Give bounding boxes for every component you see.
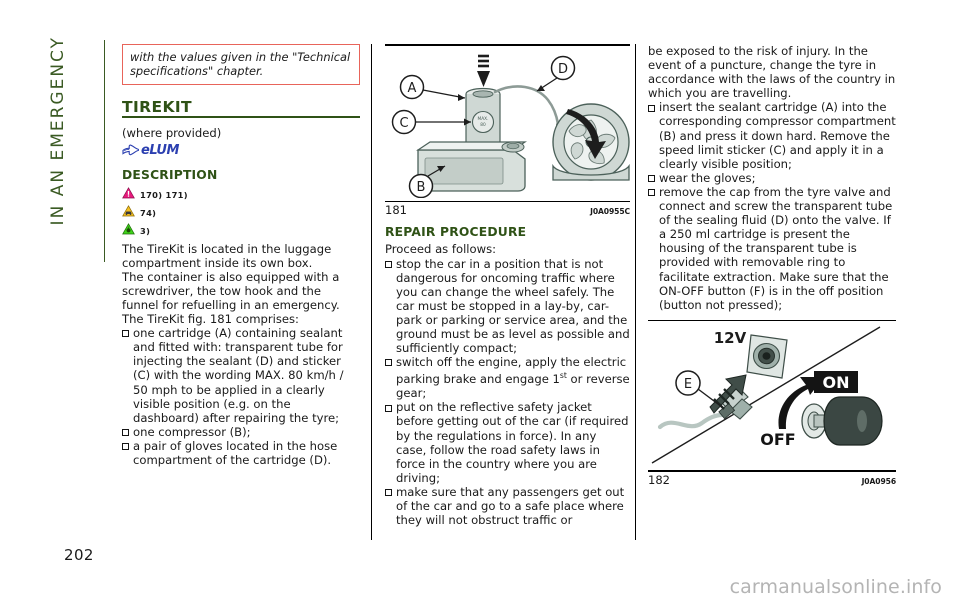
repair-procedure-heading: REPAIR PROCEDURE	[385, 225, 527, 240]
svg-text:B: B	[416, 179, 426, 195]
callout-a	[401, 75, 466, 101]
figure-182-artwork	[648, 321, 896, 470]
on-off-button	[802, 397, 882, 445]
press-arrow	[478, 56, 489, 66]
svg-text:C: C	[399, 115, 409, 131]
right-column	[648, 44, 896, 495]
on-label	[814, 371, 858, 393]
warning-refs: 170) 171)	[140, 189, 188, 200]
callout-c	[393, 110, 472, 133]
warning-triangle-magenta-icon	[122, 187, 135, 202]
list-item: insert the sealant cartridge (A) into the corresponding compressor compartment (B) and press it down hard. Remove the speed limit sticker (C) and apply it in a clearly visible position;	[648, 100, 896, 170]
list-item: one compressor (B);	[122, 425, 360, 439]
list-item: wear the gloves;	[648, 171, 896, 185]
warning-refs: 74)	[140, 207, 157, 218]
figure-181-caption	[385, 202, 630, 219]
warning-reference-row	[122, 223, 360, 238]
technical-spec-note: with the values given in the "Technical specifications" chapter.	[122, 44, 360, 85]
list-item: remove the cap from the tyre valve and connect and screw the transparent tube of the sealing fluid (D) onto the valve. If a 250 ml cartridge is present the housing of the transparent tube is provided with removable ring to facilitate extraction. Make sure that the ON-OFF button (F) is in the off position (button not pressed);	[648, 185, 896, 312]
description-heading: DESCRIPTION	[122, 168, 218, 183]
figure-181	[385, 44, 630, 219]
off-label: OFF	[760, 430, 796, 450]
procedure-intro: Proceed as follows:	[385, 242, 497, 257]
figure-181-artwork	[385, 46, 630, 201]
figure-182-caption	[648, 472, 896, 489]
power-socket	[747, 335, 787, 378]
list-item	[385, 355, 630, 400]
callout-e	[676, 371, 722, 407]
continued-paragraph: be exposed to the risk of injury. In the event of a puncture, change the tyre in accordance with the laws of the country in which you are travelling.	[648, 44, 896, 101]
gear-ordinal: st	[559, 371, 567, 381]
where-provided-note: (where provided)	[122, 126, 222, 141]
socket-voltage-label: 12V	[713, 329, 747, 348]
description-paragraph: The TireKit is located in the luggage compartment inside its own box.	[122, 241, 332, 270]
description-paragraph: The container is also equipped with a screwdriver, the tow hook and the funnel for refuelling in an emergency.	[122, 269, 340, 312]
description-paragraph: The TireKit fig. 181 comprises:	[122, 312, 299, 327]
left-column	[122, 44, 360, 467]
warning-reference-row	[122, 205, 360, 220]
figure-code: J0A0956	[861, 477, 896, 487]
side-tab-label: IN AN EMERGENCY	[48, 36, 68, 226]
page-number: 202	[64, 546, 94, 564]
list-item: stop the car in a position that is not dangerous for oncoming traffic where you can change the wheel safely. The car must be stopped in a lay-by, car-park or parking or service area, and the ground must be as level as possible and sufficiently compact;	[385, 257, 630, 356]
elum-label: eLUM	[141, 143, 179, 159]
svg-text:MAX.: MAX.	[477, 116, 489, 122]
svg-text:D: D	[557, 61, 569, 77]
list-item: make sure that any passengers get out of the car and go to a safe place where they will not obstruct traffic or	[385, 485, 630, 527]
site-watermark: carmanualsonline.info	[729, 576, 942, 598]
warning-triangle-green-icon	[122, 223, 135, 238]
figure-182	[648, 320, 896, 489]
figure-code: J0A0955C	[590, 207, 630, 217]
pointing-hand-icon	[122, 143, 139, 159]
warning-triangle-amber-icon	[122, 205, 135, 220]
side-tab-rule	[104, 40, 105, 262]
middle-column	[385, 44, 630, 527]
svg-text:E: E	[683, 377, 693, 393]
side-tab	[0, 36, 110, 370]
warning-refs: 3)	[140, 225, 151, 236]
list-item: put on the reflective safety jacket before getting out of the car (if required by the regulations in force). In any case, follow the road safety laws in force in the country where you are driving;	[385, 400, 630, 485]
gear-bullet-before: switch off the engine, apply the electric parking brake and engage 1	[396, 355, 627, 387]
list-item: one cartridge (A) containing sealant and fitted with: transparent tube for injecting the sealant (D) and sticker (C) with the wording MAX. 80 km/h / 50 mph to be applied in a clearly visible position (e.g. on the dashboard) after repairing the tyre;	[122, 326, 360, 425]
svg-text:A: A	[407, 80, 417, 96]
figure-number: 181	[385, 203, 407, 218]
svg-text:ON: ON	[822, 373, 850, 393]
callout-d	[537, 56, 575, 91]
list-item: a pair of gloves located in the hose compartment of the cartridge (D).	[122, 439, 360, 467]
column-divider-1	[371, 44, 372, 540]
figure-number: 182	[648, 473, 670, 488]
page-title: TIREKIT	[122, 100, 360, 118]
warning-reference-row	[122, 187, 360, 202]
gear-bullet-after: or reverse gear;	[396, 372, 630, 401]
elum-reference	[122, 143, 360, 159]
svg-text:80: 80	[480, 122, 486, 128]
column-divider-2	[635, 44, 636, 540]
